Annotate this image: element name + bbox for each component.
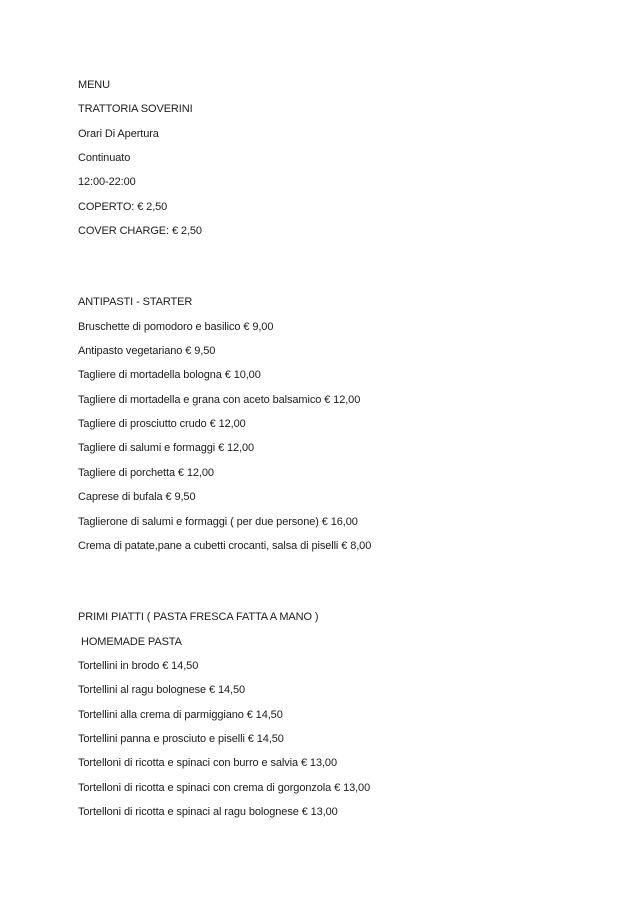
menu-item: Tortelloni di ricotta e spinaci con burro e salvia € 13,00 — [78, 757, 337, 770]
section-subheading-homemade: HOMEMADE PASTA — [78, 635, 182, 648]
menu-item: Tortellini panna e prosciuto e piselli € 14,50 — [78, 732, 284, 745]
menu-item: Tagliere di mortadella e grana con aceto balsamico € 12,00 — [78, 393, 361, 406]
menu-item: Tagliere di salumi e formaggi € 12,00 — [78, 442, 255, 455]
menu-item: Bruschette di pomodoro e basilico € 9,00 — [78, 320, 274, 333]
menu-item: Caprese di bufala € 9,50 — [78, 491, 196, 504]
menu-item: Tortelloni di ricotta e spinaci con crema di gorgonzola € 13,00 — [78, 781, 371, 794]
coperto-line: COPERTO: € 2,50 — [78, 200, 168, 213]
menu-item: Tortellini al ragu bolognese € 14,50 — [78, 684, 246, 697]
opening-hours-type: Continuato — [78, 152, 131, 165]
section-primi-piatti — [78, 605, 600, 824]
menu-item: Tortellini in brodo € 14,50 — [78, 659, 199, 672]
cover-charge-line: COVER CHARGE: € 2,50 — [78, 225, 202, 238]
section-antipasti — [78, 290, 600, 558]
menu-item: Tortellini alla crema di parmiggiano € 14,50 — [78, 708, 283, 721]
menu-item: Tagliere di mortadella bologna € 10,00 — [78, 369, 261, 382]
opening-hours-time: 12:00-22:00 — [78, 176, 136, 189]
menu-item: Taglierone di salumi e formaggi ( per due persone) € 16,00 — [78, 515, 358, 528]
opening-hours-label: Orari Di Apertura — [78, 127, 159, 140]
section-heading-primi: PRIMI PIATTI ( PASTA FRESCA FATTA A MANO ) — [78, 611, 319, 624]
restaurant-name: TRATTORIA SOVERINI — [78, 103, 193, 116]
menu-item: Tortelloni di ricotta e spinaci al ragu bolognese € 13,00 — [78, 805, 338, 818]
menu-item: Antipasto vegetariano € 9,50 — [78, 345, 216, 358]
menu-item: Tagliere di prosciutto crudo € 12,00 — [78, 418, 246, 431]
menu-title: MENU — [78, 79, 110, 91]
menu-header — [78, 73, 600, 243]
section-heading-antipasti: ANTIPASTI - STARTER — [78, 296, 193, 309]
menu-item: Tagliere di porchetta € 12,00 — [78, 466, 214, 479]
menu-item: Crema di patate,pane a cubetti crocanti, salsa di piselli € 8,00 — [78, 539, 372, 552]
